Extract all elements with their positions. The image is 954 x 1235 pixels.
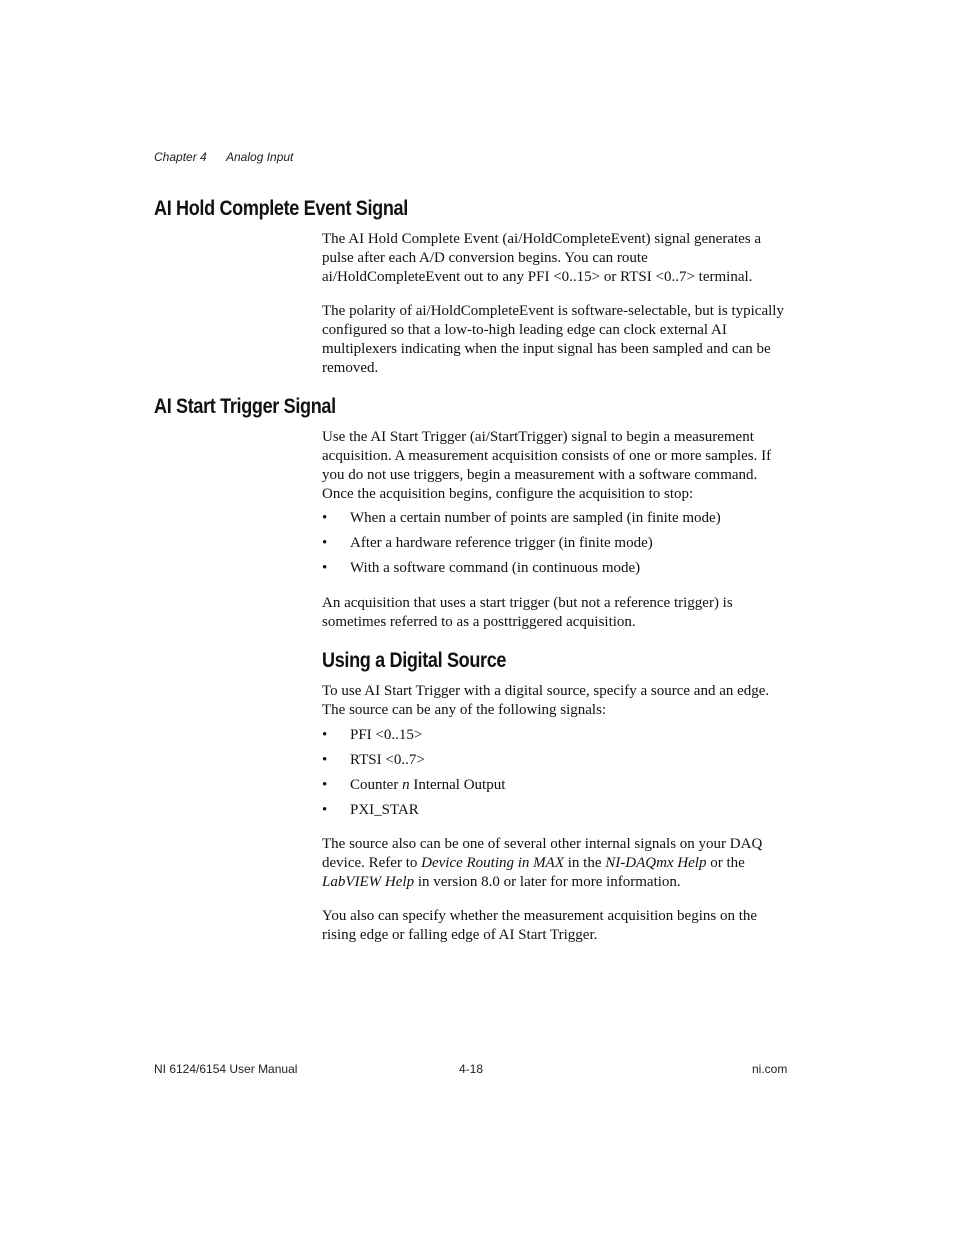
footer-manual-title: NI 6124/6154 User Manual — [154, 1062, 298, 1076]
footer-site-link[interactable]: ni.com — [752, 1062, 788, 1076]
digital-source-list — [322, 726, 788, 826]
ref-device-routing: Device Routing in MAX — [421, 855, 564, 871]
list-item: • PFI <0..15> — [322, 726, 788, 745]
footer-page-number: 4-18 — [459, 1062, 484, 1076]
list-item: • After a hardware reference trigger (in finite mode) — [322, 534, 788, 553]
list-item: • With a software command (in continuous mode) — [322, 559, 788, 578]
digital-paragraph-2: The source also can be one of several other internal signals on your DAQ device. Refer to Device Routing in MAX in the NI-DAQmx Help or the LabVIEW Help in version 8.0 or later for more information. — [322, 836, 763, 890]
hold-paragraph-2: The polarity of ai/HoldCompleteEvent is software-selectable, but is typically configured so that a low-to-high leading edge can clock external AI multiplexers indicating when the input signal has been sampled and can be removed. — [322, 303, 784, 376]
ref-nidaqmx-help: NI-DAQmx Help — [605, 855, 707, 871]
heading-start-trigger: AI Start Trigger Signal — [154, 395, 336, 418]
list-item: • Counter n Internal Output — [322, 776, 788, 795]
hold-paragraph-1: The AI Hold Complete Event (ai/HoldCompleteEvent) signal generates a pulse after each A/D conversion begins. You can route ai/HoldCompleteEvent out to any PFI <0..15> or RTSI <0..7> terminal. — [322, 231, 762, 285]
running-header — [154, 150, 293, 164]
list-item: • RTSI <0..7> — [322, 751, 788, 770]
heading-digital-source: Using a Digital Source — [322, 649, 507, 672]
stop-conditions-list — [322, 509, 788, 584]
list-item: • PXI_STAR — [322, 801, 788, 820]
heading-hold-complete: AI Hold Complete Event Signal — [154, 197, 408, 220]
start-paragraph-1: Use the AI Start Trigger (ai/StartTrigger) signal to begin a measurement acquisition. A measurement acquisition consists of one or more samples. If you do not use triggers, begin a measurement with a software command. Once the acquisition begins, configure the acquisition to stop: — [322, 429, 772, 502]
chapter-title: Analog Input — [226, 150, 294, 164]
chapter-label: Chapter 4 — [154, 150, 207, 164]
start-paragraph-2: An acquisition that uses a start trigger (but not a reference trigger) is sometimes referred to as a posttriggered acquisition. — [322, 595, 733, 630]
digital-paragraph-1: To use AI Start Trigger with a digital source, specify a source and an edge. The source can be any of the following signals: — [322, 683, 770, 718]
ref-labview-help: LabVIEW Help — [322, 874, 415, 890]
list-item: • When a certain number of points are sampled (in finite mode) — [322, 509, 788, 528]
digital-paragraph-3: You also can specify whether the measurement acquisition begins on the rising edge or falling edge of AI Start Trigger. — [322, 908, 758, 943]
